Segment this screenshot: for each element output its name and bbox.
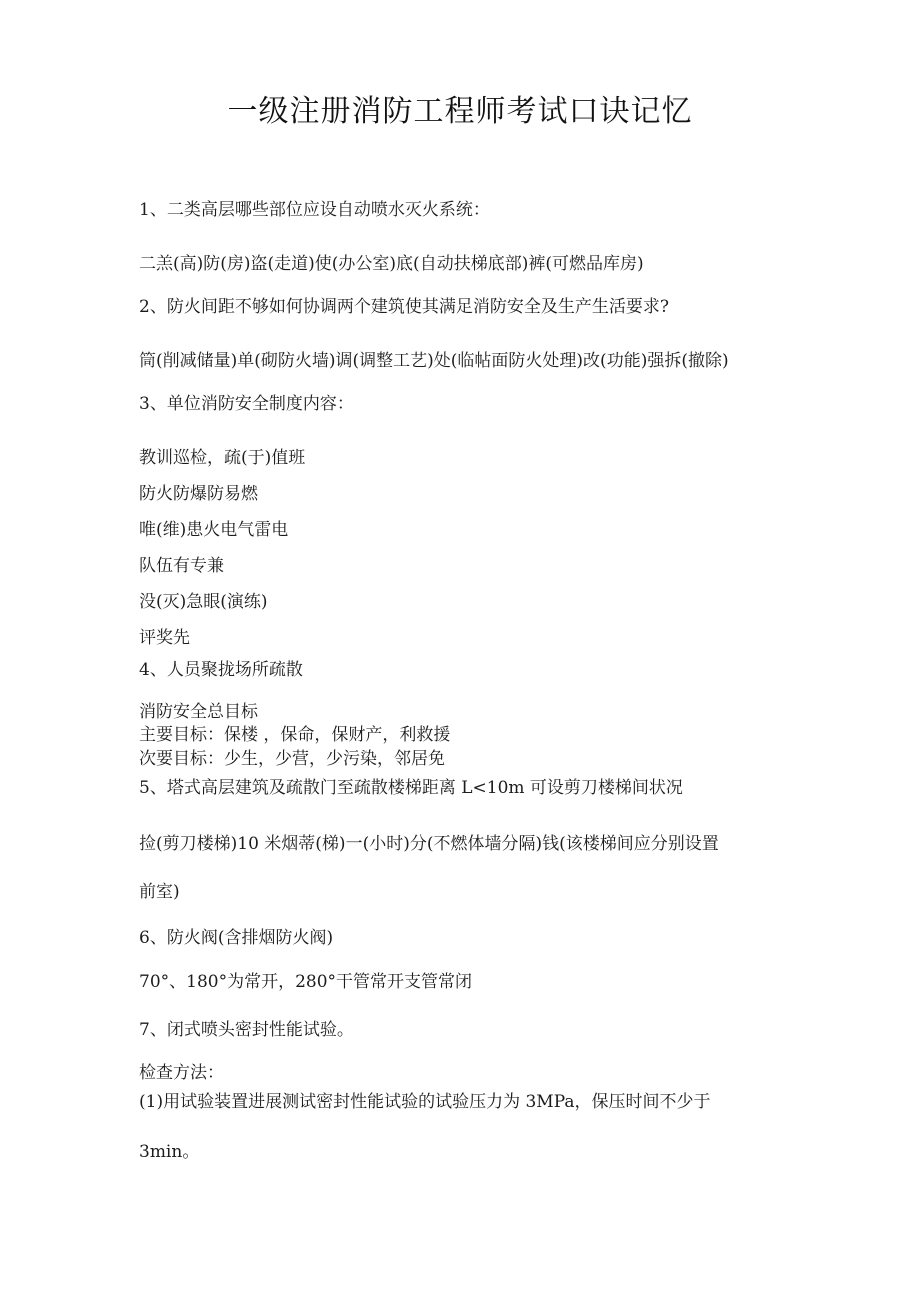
question-1: 1、二类高层哪些部位应设自动喷水灭火系统： xyxy=(139,200,490,220)
mnemonic-3-line-6: 评奖先 xyxy=(139,628,190,648)
question-2: 2、防火间距不够如何协调两个建筑使其满足消防安全及生产生活要求? xyxy=(139,297,669,317)
mnemonic-3-line-3: 唯(维)患火电气雷电 xyxy=(139,520,289,540)
question-6: 6、防火阀(含排烟防火阀) xyxy=(139,928,334,948)
mnemonic-4-primary: 主要目标：保楼 ，保命，保财产，利救援 xyxy=(139,725,451,745)
mnemonic-3-line-5: 没(灭)急眼(演练) xyxy=(139,592,268,612)
mnemonic-3-line-1: 教训巡检，疏(于)值班 xyxy=(139,448,306,468)
mnemonic-3-line-4: 队伍有专兼 xyxy=(139,556,224,576)
mnemonic-6: 70°、180°为常开，280°干管常开支管常闭 xyxy=(139,972,473,992)
question-4: 4、人员聚拢场所疏散 xyxy=(139,660,303,680)
mnemonic-3-line-2: 防火防爆防易燃 xyxy=(139,484,258,504)
question-3: 3、单位消防安全制度内容： xyxy=(139,394,354,414)
mnemonic-1: 二羔(高)防(房)盗(走道)使(办公室)底(自动扶梯底部)裤(可燃品库房) xyxy=(139,254,644,274)
mnemonic-4-heading: 消防安全总目标 xyxy=(139,702,258,722)
mnemonic-5-line-2: 前室) xyxy=(139,882,180,902)
method-step-1: (1)用试验装置进展测试密封性能试验的试验压力为 3MPa，保压时间不少于 xyxy=(139,1092,711,1112)
method-step-1-cont: 3min。 xyxy=(139,1142,200,1162)
question-7: 7、闭式喷头密封性能试验。 xyxy=(139,1020,354,1040)
document-title: 一级注册消防工程师考试口诀记忆 xyxy=(227,94,693,129)
mnemonic-2: 筒(削减储量)单(砌防火墙)调(调整工艺)处(临帖面防火处理)改(功能)强拆(撤除) xyxy=(139,351,729,371)
mnemonic-4-secondary: 次要目标：少生，少营，少污染，邻居免 xyxy=(139,749,445,769)
mnemonic-5-line-1: 捡(剪刀楼梯)10 米烟蒂(梯)一(小时)分(不燃体墙分隔)钱(该楼梯间应分别设置 xyxy=(139,834,719,854)
method-heading: 检查方法： xyxy=(139,1063,224,1083)
question-5: 5、塔式高层建筑及疏散门至疏散楼梯距离 L<10m 可设剪刀楼梯间状况 xyxy=(139,778,683,798)
